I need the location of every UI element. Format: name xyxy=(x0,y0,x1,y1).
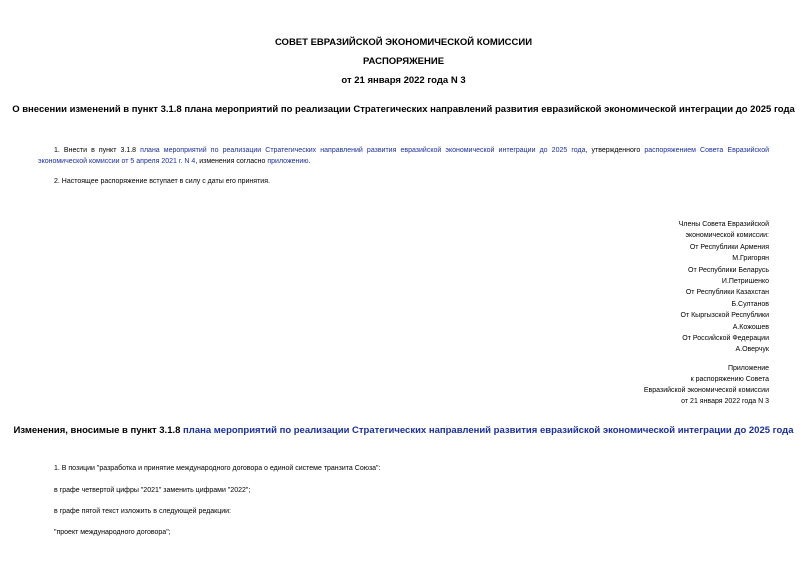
paragraph-1-middle: , утвержденного xyxy=(585,147,645,154)
paragraph-1-middle2: , изменения согласно xyxy=(195,158,268,165)
changes-title xyxy=(0,425,807,436)
signer-line: М.Григорян xyxy=(732,255,769,263)
change-item: 1. В позиции "разработка и принятие международного договора о единой системе транзита Союза": xyxy=(54,465,381,472)
change-item: в графе пятой текст изложить в следующей редакции: xyxy=(54,508,231,515)
paragraph-1 xyxy=(38,145,769,167)
signer-line: От Республики Казахстан xyxy=(685,289,769,297)
signer-line: От Российской Федерации xyxy=(682,335,769,343)
signer-line: Б.Султанов xyxy=(731,300,769,308)
paragraph-1-suffix: . xyxy=(308,158,311,165)
signer-line: От Республики Беларусь xyxy=(688,266,769,274)
signer-line: экономической комиссии: xyxy=(685,232,769,240)
signer-line: И.Петришенко xyxy=(721,278,769,286)
signer-line: От Республики Армения xyxy=(689,243,769,251)
document-title: О внесении изменений в пункт 3.1.8 плана мероприятий по реализации Стратегических направлений развития евразийской экономической интеграции до 2025 года xyxy=(12,104,795,115)
appendix-line: Приложение xyxy=(727,365,769,372)
signer-line: Члены Совета Евразийской xyxy=(678,221,769,228)
plan-link[interactable]: плана мероприятий по реализации Стратегических направлений развития евразийской экономической интеграции до 2025 года xyxy=(140,147,586,154)
appendix-block xyxy=(549,363,769,407)
appendix-line: Евразийской экономической комиссии xyxy=(643,387,769,394)
change-item: в графе четвертой цифры "2021" заменить цифрами "2022"; xyxy=(54,487,251,494)
changes-title-prefix: Изменения, вносимые в пункт 3.1.8 xyxy=(13,425,184,436)
decree-link[interactable]: распоряжением Совета Евразийской экономической комиссии от 5 апреля 2021 г. N 4 xyxy=(38,147,769,165)
signers-block xyxy=(569,219,769,356)
appendix-line: от 21 января 2022 года N 3 xyxy=(681,398,769,405)
signer-line: От Кыргызской Республики xyxy=(680,312,769,320)
organization-heading: СОВЕТ ЕВРАЗИЙСКОЙ ЭКОНОМИЧЕСКОЙ КОМИССИИ xyxy=(274,37,533,48)
appendix-line: к распоряжению Совета xyxy=(690,376,769,383)
date-number-heading: от 21 января 2022 года N 3 xyxy=(341,75,466,86)
doc-type-heading: РАСПОРЯЖЕНИЕ xyxy=(362,56,445,67)
signer-line: А.Оверчук xyxy=(735,346,769,354)
signer-line: А.Кожошев xyxy=(732,323,769,331)
paragraph-2: 2. Настоящее распоряжение вступает в силу с даты его принятия. xyxy=(54,178,270,185)
changes-plan-link[interactable]: плана мероприятий по реализации Стратегических направлений развития евразийской экономической интеграции до 2025 года xyxy=(183,425,794,436)
paragraph-1-prefix: 1. Внести в пункт 3.1.8 xyxy=(54,147,141,154)
change-item: "проект международного договора"; xyxy=(54,529,171,536)
appendix-link[interactable]: приложению xyxy=(267,158,309,165)
